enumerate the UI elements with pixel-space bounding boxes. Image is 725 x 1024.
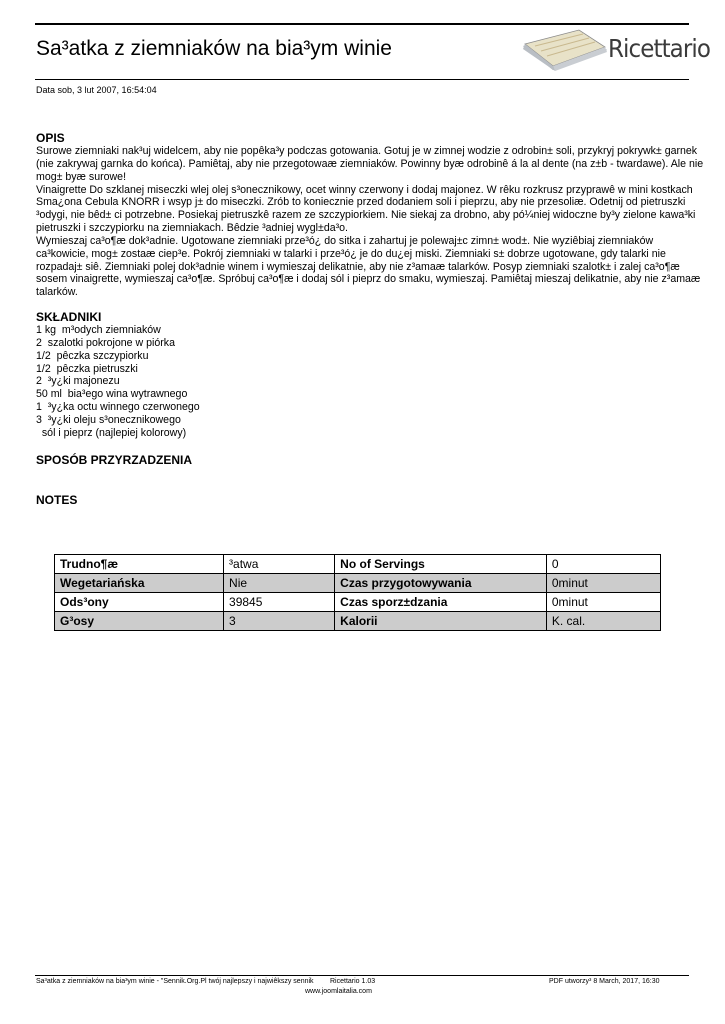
recipe-title: Sa³atka z ziemniaków na bia³ym winie (36, 37, 392, 60)
ingredient-item: 1 ³y¿ka octu winnego czerwonego (36, 401, 200, 414)
description-paragraph: Surowe ziemniaki nak³uj widelcem, aby nie popêka³y podczas gotowania. Gotuj je w zimnej wodzie z odrobin± soli, przykryj pokrywk± garnek (nie zakrywaj garnka do końca). Pamiêtaj, aby nie przegotowaæ ziemniaków. Powinny byæ odrobinê á la al dente (na z±b - twardawe). Ale nie mog± byæ surowe! (36, 145, 704, 183)
ingredient-item: 2 ³y¿ki majonezu (36, 375, 120, 388)
table-cell-label: Ods³ony (55, 593, 224, 612)
ingredient-item: 2 szalotki pokrojone w piórka (36, 336, 175, 349)
ingredient-item: 1/2 pêczka szczypiorku (36, 349, 149, 362)
table-row (55, 574, 661, 593)
table-cell-value: K. cal. (546, 612, 660, 631)
description-paragraph: Wymieszaj ca³o¶æ dok³adnie. Ugotowane ziemniaki prze³ó¿ do sitka i zahartuj je polewaj±c zimn± wod±. Nie wyziêbiaj ziemniaków ca³kowicie, mog± zostaæ ciep³e. Pokrój ziemniaki w talarki i prze³ó¿ je do du¿ej miski. Ziemniaki s± dobrze ugotowane, gdy talarki nie rozpadaj± siê. Ziemniaki polej dok³adnie winem i wymieszaj delikatnie, aby nie z³amaæ talarków. Posyp ziemniaki szalotk± i zalej ca³o¶æ sosem vinaigrette, wymieszaj ca³o¶æ. Spróbuj ca³o¶æ i dodaj sól i pieprz do smaku, wymieszaj. Pamiêtaj mieszaj delikatnie, aby nie z³amaæ talarków. (36, 234, 701, 299)
table-cell-value: Nie (224, 574, 335, 593)
table-cell-value: 0minut (546, 574, 660, 593)
section-heading-ingredients: SKŁADNIKI (36, 310, 102, 324)
table-cell-label: G³osy (55, 612, 224, 631)
footer-generator: Ricettario 1.03 (330, 978, 376, 985)
footer-rule (35, 975, 689, 976)
footer-pdf-created: PDF utworzy³ 8 March, 2017, 16:30 (549, 978, 660, 985)
table-row (55, 555, 661, 574)
ingredient-item: sól i pieprz (najlepiej kolorowy) (36, 426, 187, 439)
created-date: Data sob, 3 lut 2007, 16:54:04 (36, 85, 157, 95)
table-cell-label: Czas sporz±dzania (335, 593, 547, 612)
footer-url: www.joomlaitalia.com (305, 988, 372, 995)
ingredient-item: 1 kg m³odych ziemniaków (36, 324, 161, 336)
table-cell-value: 0 (546, 555, 660, 574)
table-cell-value: 3 (224, 612, 335, 631)
recipe-info-table (54, 554, 661, 631)
table-row (55, 593, 661, 612)
section-heading-notes: NOTES (36, 493, 78, 507)
header-rule (35, 79, 689, 80)
table-cell-value: 0minut (546, 593, 660, 612)
table-cell-label: Czas przygotowywania (335, 574, 547, 593)
logo-wordmark: Ricettario (608, 34, 711, 63)
section-heading-preparation: SPOSÓB PRZYRZADZENIA (36, 453, 193, 467)
table-cell-label: Wegetariańska (55, 574, 224, 593)
table-cell-value: ³atwa (224, 555, 335, 574)
ingredient-item: 1/2 pêczka pietruszki (36, 362, 138, 375)
cookbook-icon (523, 30, 607, 71)
ingredient-item: 50 ml bia³ego wina wytrawnego (36, 388, 188, 401)
table-row (55, 612, 661, 631)
table-cell-value: 39845 (224, 593, 335, 612)
table-cell-label: Trudno¶æ (55, 555, 224, 574)
ingredient-item: 3 ³y¿ki oleju s³onecznikowego (36, 413, 181, 426)
footer-source: Sa³atka z ziemniaków na bia³ym winie - "Sennik.Org.Pl twój najlepszy i najwiêkszy sennik (36, 978, 314, 985)
description-text (36, 145, 704, 299)
top-rule (35, 23, 689, 25)
table-cell-label: Kalorii (335, 612, 547, 631)
description-paragraph: Vinaigrette Do szklanej miseczki wlej olej s³onecznikowy, ocet winny czerwony i dodaj majonez. W rêku rozkrusz przyprawê w mini kostkach Sma¿ona Cebula KNORR i wsyp j± do miseczki. Zrób to koniecznie przed dodaniem soli i pieprzu, aby nie przesoliæ. Odetnij od pietruszki ³odygi, nie bêd± ci potrzebne. Posiekaj pietruszkê razem ze szczypiorkiem. Nie siekaj za drobno, aby pó¼niej widoczne by³y zielone kawa³ki pietruszki i szczypiorku na ziemniakach. Bêdzie ³adniej wygl±da³o. (36, 183, 696, 235)
ingredient-list (36, 324, 436, 440)
section-heading-opis: OPIS (36, 131, 65, 145)
table-cell-label: No of Servings (335, 555, 547, 574)
